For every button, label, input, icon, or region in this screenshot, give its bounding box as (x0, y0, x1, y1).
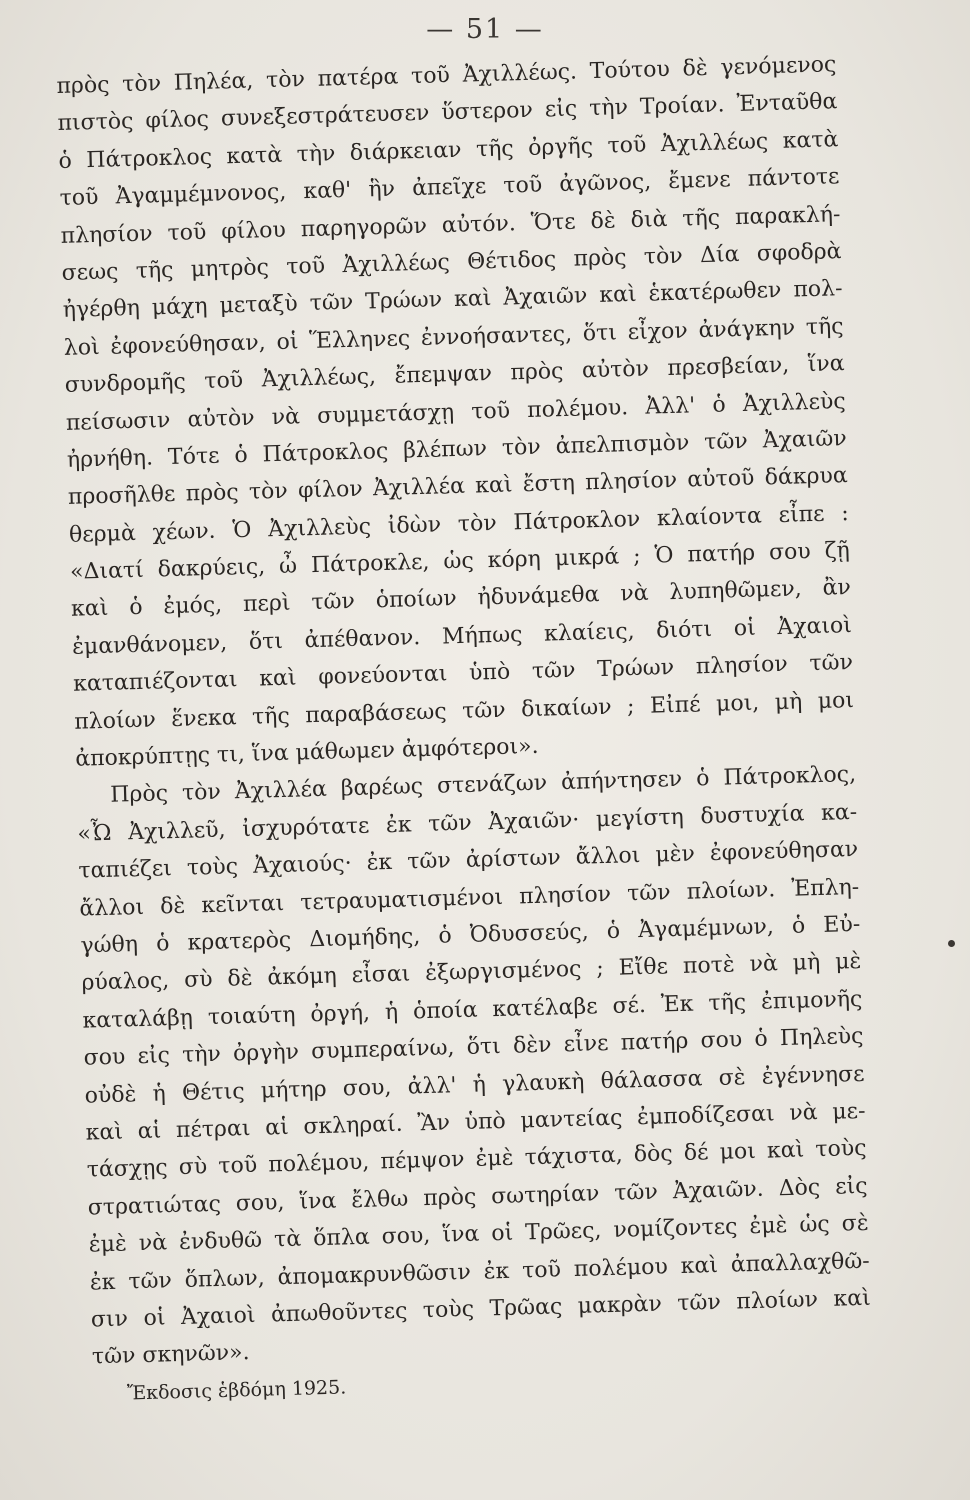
text-line: καὶ αἱ πέτραι αἱ σκληραί. Ἂν ὑπὸ μαντείας ἐμποδίζεσαι νὰ με- (85, 1098, 866, 1146)
body-text (56, 46, 873, 1413)
text-line: ὁ Πάτροκλος κατὰ τὴν διάρκειαν τῆς ὀργῆς τοῦ Ἀχιλλέως κατὰ (58, 126, 839, 174)
text-line: τῶν σκηνῶν». (91, 1340, 250, 1370)
text-line: σεως τῆς μητρὸς τοῦ Ἀχιλλέως Θέτιδος πρὸς τὸν Δία σφοδρὰ (61, 239, 842, 286)
text-line: τοῦ Ἀγαμμέμνονος, καθ' ἣν ἀπεῖχε τοῦ ἀγῶνος, ἔμενε πάντοτε (59, 164, 840, 212)
text-line: «Ὦ Ἀχιλλεῦ, ἰσχυρότατε ἐκ τῶν Ἀχαιῶν· μεγίστη δυστυχία κα- (77, 799, 858, 847)
text-line: ρύαλος, σὺ δὲ ἀκόμη εἶσαι ἐξωργισμένος ; Εἴθε ποτὲ νὰ μὴ μὲ (81, 949, 862, 997)
text-line: καταλάβῃ τοιαύτη ὀργή, ἡ ὁποία κατέλαβε σέ. Ἐκ τῆς ἐπιμονῆς (82, 986, 863, 1034)
text-line: ἠρνήθη. Τότε ὁ Πάτροκλος βλέπων τὸν ἀπελπισμὸν τῶν Ἀχαιῶν (66, 425, 848, 473)
text-line: ἐκ τῶν ὅπλων, ἀπομακρυνθῶσιν ἐκ τοῦ πολέμου καὶ ἀπαλλαχθῶ- (89, 1248, 870, 1296)
page-number: — 51 — (426, 14, 544, 45)
text-line: ἠγέρθη μάχη μεταξὺ τῶν Τρώων καὶ Ἀχαιῶν καὶ ἑκατέρωθεν πολ- (62, 276, 843, 324)
text-line: Πρὸς τὸν Ἀχιλλέα βαρέως στενάζων ἀπήντησεν ὁ Πάτροκλος, (109, 762, 857, 809)
text-line: λοὶ ἐφονεύθησαν, οἱ Ἕλληνες ἐννοήσαντες, ὅτι εἶχον ἀνάγκην τῆς (63, 313, 844, 361)
text-line: ἐμὲ νὰ ἐνδυθῶ τὰ ὅπλα σου, ἵνα οἱ Τρῶες, νομίζοντες ἐμὲ ὡς σὲ (88, 1210, 869, 1258)
text-line: τάσχῃς σὺ τοῦ πολέμου, πέμψον ἐμὲ τάχιστα, δὸς δέ μοι καὶ τοὺς (86, 1136, 867, 1183)
text-line: καὶ ὁ ἐμός, περὶ τῶν ὁποίων ἠδυνάμεθα νὰ λυπηθῶμεν, ἂν (70, 575, 852, 623)
text-line: ἐμανθάνομεν, ὅτι ἀπέθανον. Μήπως κλαίεις, διότι οἱ Ἀχαιοὶ (71, 612, 853, 660)
ink-speck (948, 940, 955, 947)
text-line: σιν οἱ Ἀχαιοὶ ἀπωθοῦντες τοὺς Τρῶας μακρὰν τῶν πλοίων καὶ (90, 1285, 872, 1333)
text-line: «Διατί δακρύεις, ὦ Πάτροκλε, ὡς κόρη μικρά ; Ὁ πατήρ σου ζῇ (69, 538, 851, 585)
text-line: ἄλλοι δὲ κεῖνται τετραυματισμένοι πλησίον τῶν πλοίων. Ἐπλη- (79, 874, 860, 922)
text-line: πιστὸς φίλος συνεξεστράτευσεν ὕστερον εἰς τὴν Τροίαν. Ἐνταῦθα (57, 89, 838, 137)
text-line: συνδρομῆς τοῦ Ἀχιλλέως, ἔπεμψαν πρὸς αὐτὸν πρεσβείαν, ἵνα (64, 351, 845, 398)
text-line: σου εἰς τὴν ὀργὴν συμπεραίνω, ὅτι δὲν εἶνε πατήρ σου ὁ Πηλεὺς (83, 1023, 864, 1071)
text-line: θερμὰ χέων. Ὁ Ἀχιλλεὺς ἰδὼν τὸν Πάτροκλον κλαίοντα εἶπε : (68, 500, 850, 548)
text-line: στρατιώτας σου, ἵνα ἔλθω πρὸς σωτηρίαν τῶν Ἀχαιῶν. Δὸς εἰς (87, 1173, 868, 1221)
text-line: πείσωσιν αὐτὸν νὰ συμμετάσχῃ τοῦ πολέμου. Ἀλλ' ὁ Ἀχιλλεὺς (65, 388, 846, 436)
text-line: πλησίον τοῦ φίλου παρηγορῶν αὐτόν. Ὅτε δὲ διὰ τῆς παρακλή- (60, 201, 841, 249)
edition-note: Ἔκδοσις ἑβδόμη 1925. (126, 1376, 347, 1405)
text-line: καταπιέζονται καὶ φονεύονται ὑπὸ τῶν Τρώων πλησίον τῶν (72, 650, 854, 698)
text-line: πλοίων ἕνεκα τῆς παραβάσεως τῶν δικαίων ; Εἰπέ μοι, μὴ μοι (73, 687, 855, 735)
text-line: γώθη ὁ κρατερὸς Διομήδης, ὁ Ὀδυσσεύς, ὁ Ἀγαμέμνων, ὁ Εὐ- (80, 911, 861, 959)
text-line: ταπιέζει τοὺς Ἀχαιούς· ἐκ τῶν ἀρίστων ἄλλοι μὲν ἐφονεύθησαν (78, 837, 859, 884)
text-line: πρὸς τὸν Πηλέα, τὸν πατέρα τοῦ Ἀχιλλέως. Τούτου δὲ γενόμενος (56, 52, 837, 99)
text-line: ἀποκρύπτῃς τι, ἵνα μάθωμεν ἀμφότεροι». (74, 733, 539, 772)
text-line: οὐδὲ ἡ Θέτις μήτηρ σου, ἀλλ' ἡ γλαυκὴ θάλασσα σὲ ἐγέννησε (84, 1061, 865, 1109)
text-line: προσῆλθε πρὸς τὸν φίλον Ἀχιλλέα καὶ ἔστη πλησίον αὐτοῦ δάκρυα (67, 463, 849, 511)
